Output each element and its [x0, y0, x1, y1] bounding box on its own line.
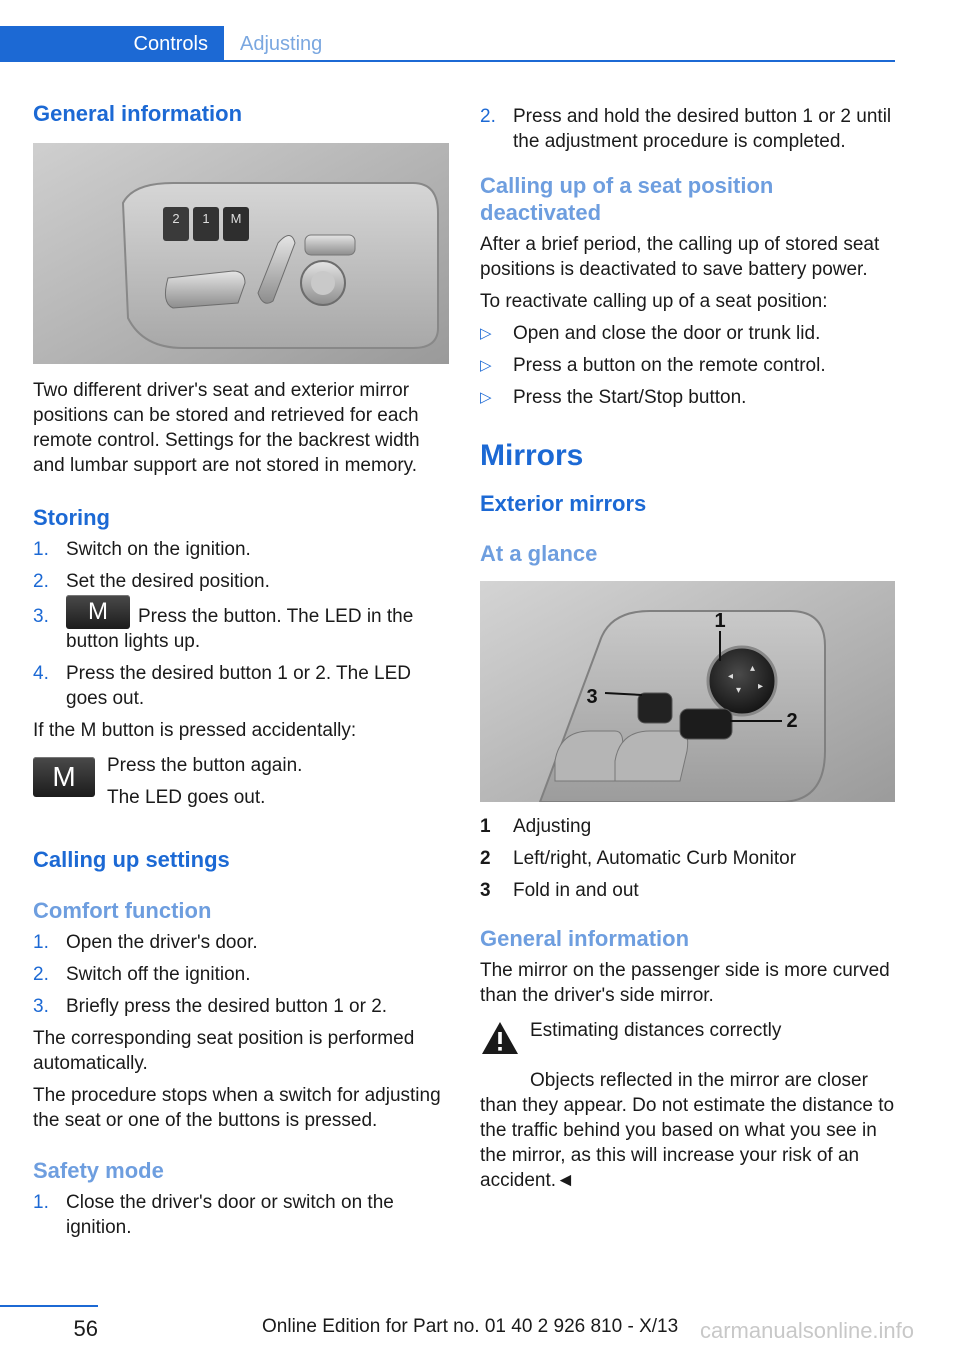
- heading-general-information-2: General information: [480, 926, 690, 951]
- step-text: Close the driver's door or switch on the ignition.: [66, 1192, 394, 1238]
- heading-safety-mode: Safety mode: [33, 1158, 164, 1183]
- list-item: [33, 597, 449, 654]
- step-number: 2.: [33, 571, 49, 592]
- step-text: Open the driver's door.: [66, 932, 258, 953]
- legend-text: Fold in and out: [513, 880, 639, 901]
- legend-row: [480, 878, 895, 903]
- right-column: [480, 100, 895, 1193]
- step-number: 1.: [33, 539, 49, 560]
- m-button-icon: M: [66, 595, 130, 629]
- list-item: [33, 1190, 449, 1240]
- safety-steps: [33, 1190, 449, 1240]
- step-number: 3.: [33, 606, 49, 627]
- comfort-steps: [33, 930, 449, 1019]
- legend-number: 2: [480, 848, 491, 869]
- heading-at-a-glance: At a glance: [480, 541, 598, 566]
- photo-button-m: M: [230, 211, 242, 226]
- legend-text: Adjusting: [513, 816, 592, 837]
- list-item: [33, 537, 449, 562]
- callout-2: 2: [786, 710, 798, 732]
- brief-paragraph: After a brief period, the calling up of stored seat positions is deactivated to save battery power.: [480, 234, 880, 280]
- tab-controls[interactable]: Controls: [0, 26, 224, 62]
- reactivate-paragraph: To reactivate calling up of a seat position:: [480, 291, 828, 312]
- svg-text:▸: ▸: [758, 681, 764, 692]
- mirror-controls-photo: [480, 581, 895, 802]
- step-text: Switch off the ignition.: [66, 964, 251, 985]
- seat-controls-photo: [33, 143, 449, 364]
- watermark: carmanualsonline.info: [700, 1318, 915, 1343]
- bullet-triangle-icon: ▷: [480, 389, 492, 406]
- step-text: Press the button. The LED in the button lights up.: [66, 606, 414, 652]
- intro-paragraph: Two different driver's seat and exterior mirror positions can be stored and retrieved for each remote control. Settings for the backrest width and lumbar support are not stored in memory.: [33, 380, 420, 476]
- legend-row: [480, 846, 895, 871]
- list-item: [33, 994, 449, 1019]
- step-text: Press and hold the desired button 1 or 2 until the adjustment procedure is completed.: [513, 106, 892, 152]
- step-number: 1.: [33, 1192, 49, 1213]
- svg-text:◂: ◂: [728, 671, 734, 682]
- svg-text:▾: ▾: [736, 685, 742, 696]
- footer-rule: [0, 1305, 98, 1307]
- legend-row: [480, 814, 895, 839]
- stops-paragraph: The procedure stops when a switch for adjusting the seat or one of the buttons is pressed.: [33, 1085, 441, 1131]
- note-line-2: The LED goes out.: [107, 787, 266, 808]
- storing-steps: [33, 537, 449, 711]
- accident-paragraph: If the M button is pressed accidentally:: [33, 720, 357, 741]
- m-button-note: [33, 753, 449, 810]
- callout-1: 1: [714, 610, 726, 632]
- step-text: Briefly press the desired button 1 or 2.: [66, 996, 388, 1017]
- header-rule: [0, 60, 895, 62]
- step-number: 2.: [480, 106, 496, 127]
- list-item: [33, 569, 449, 594]
- left-column: [33, 100, 449, 1247]
- list-item: [33, 930, 449, 955]
- list-item: [33, 962, 449, 987]
- bullet-triangle-icon: ▷: [480, 357, 492, 374]
- step-number: 4.: [33, 663, 49, 684]
- mirror-legend: [480, 814, 895, 903]
- heading-comfort-function: Comfort function: [33, 898, 212, 923]
- step-text: Press the desired button 1 or 2. The LED goes out.: [66, 663, 412, 709]
- list-item: [480, 104, 895, 154]
- heading-general-information: General information: [33, 101, 243, 126]
- heading-storing: Storing: [33, 505, 110, 530]
- tab-adjusting[interactable]: Adjusting: [240, 33, 323, 55]
- warning-title: Estimating distances correctly: [530, 1020, 782, 1041]
- legend-number: 1: [480, 816, 491, 837]
- heading-deactivated: Calling up of a seat position deactivated: [480, 173, 774, 225]
- step-number: 1.: [33, 932, 49, 953]
- heading-calling-up-settings: Calling up settings: [33, 847, 230, 872]
- edition-note: Online Edition for Part no. 01 40 2 926 810 - X/13: [262, 1316, 679, 1337]
- step-text: Switch on the ignition.: [66, 539, 251, 560]
- safety-steps-continued: [480, 104, 895, 154]
- item-text: Press a button on the remote control.: [513, 355, 826, 376]
- header-tabbar: [0, 26, 895, 62]
- heading-mirrors: Mirrors: [480, 439, 584, 472]
- item-text: Open and close the door or trunk lid.: [513, 323, 821, 344]
- step-number: 3.: [33, 996, 49, 1017]
- bullet-triangle-icon: ▷: [480, 325, 492, 342]
- list-item: [480, 321, 895, 346]
- warning-triangle-icon: [480, 1020, 520, 1056]
- page-number: 56: [73, 1316, 98, 1341]
- photo-button-2: 2: [172, 211, 180, 226]
- m-button-icon: M: [33, 757, 95, 797]
- list-item: [33, 661, 449, 711]
- performed-paragraph: The corresponding seat position is performed automatically.: [33, 1028, 415, 1074]
- svg-text:▴: ▴: [750, 663, 756, 674]
- note-line-1: Press the button again.: [107, 755, 303, 776]
- list-item: [480, 353, 895, 378]
- legend-text: Left/right, Automatic Curb Monitor: [513, 848, 797, 869]
- warning-note: [480, 1018, 895, 1193]
- reactivate-list: [480, 321, 895, 410]
- item-text: Press the Start/Stop button.: [513, 387, 747, 408]
- step-text: Set the desired position.: [66, 571, 270, 592]
- legend-number: 3: [480, 880, 491, 901]
- step-number: 2.: [33, 964, 49, 985]
- warning-text: Objects reflected in the mirror are closer than they appear. Do not estimate the distance to the traffic behind you based on what you see in the mirror, as this will increase your risk of an accident.◄: [480, 1070, 895, 1191]
- heading-exterior-mirrors: Exterior mirrors: [480, 491, 647, 516]
- list-item: [480, 385, 895, 410]
- curved-paragraph: The mirror on the passenger side is more curved than the driver's side mirror.: [480, 960, 890, 1006]
- photo-button-1: 1: [202, 211, 210, 226]
- callout-3: 3: [586, 686, 598, 708]
